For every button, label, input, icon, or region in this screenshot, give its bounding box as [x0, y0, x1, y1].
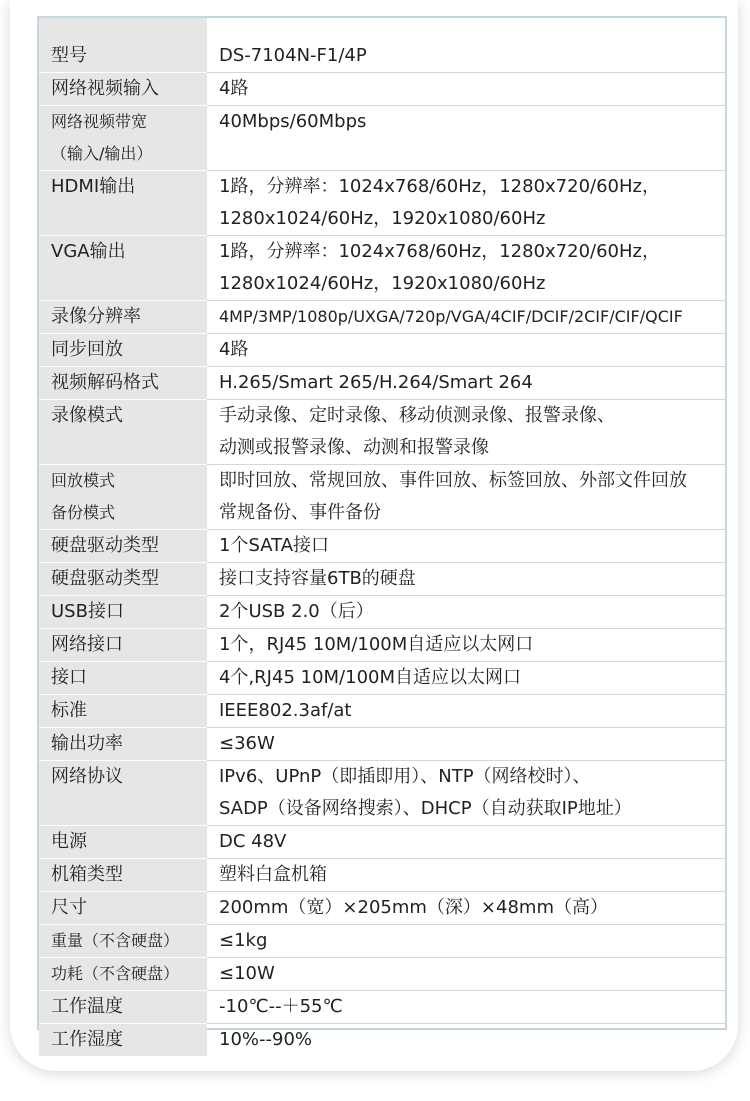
spec-label: 录像分辨率 [39, 301, 207, 334]
spec-value [207, 859, 725, 892]
spec-row [39, 563, 725, 596]
spec-value-line: 4路 [219, 78, 249, 99]
spec-value-line: 手动录像、定时录像、移动侦测录像、报警录像、 [219, 405, 615, 426]
spec-row [39, 334, 725, 367]
spec-value-line: DS-7104N-F1/4P [219, 45, 367, 66]
spec-label: 电源 [39, 826, 207, 859]
spec-row [39, 662, 725, 695]
spec-row [39, 761, 725, 826]
spec-label: 标准 [39, 695, 207, 728]
spec-label: 同步回放 [39, 334, 207, 367]
spec-row [39, 465, 725, 530]
spec-value [207, 761, 725, 826]
spec-value-line: 1280x1024/60Hz，1920x1080/60Hz [219, 208, 546, 229]
spec-row [39, 73, 725, 106]
spec-value [207, 563, 725, 596]
spec-label: 网络接口 [39, 629, 207, 662]
spec-value-line: 塑料白盒机箱 [219, 864, 327, 885]
spec-value-line: ≤10W [219, 963, 275, 984]
spec-label: 硬盘驱动类型 [39, 563, 207, 596]
spec-label: 录像模式 [39, 400, 207, 465]
spec-value-line: 动测或报警录像、动测和报警录像 [219, 437, 489, 458]
spec-value [207, 367, 725, 400]
spec-row [39, 596, 725, 629]
spec-table-body [39, 18, 725, 1056]
spec-label: 功耗（不含硬盘） [39, 958, 207, 991]
spec-value-line: 200mm（宽）×205mm（深）×48mm（高） [219, 897, 608, 918]
spec-value-line: 4MP/3MP/1080p/UXGA/720p/VGA/4CIF/DCIF/2CIF/CIF/QCIF [219, 307, 683, 326]
spec-value-line: 1路，分辨率：1024x768/60Hz，1280x720/60Hz， [219, 241, 660, 262]
spec-label: USB接口 [39, 596, 207, 629]
spec-row [39, 400, 725, 465]
spec-value-line: IPv6、UPnP（即插即用）、NTP（网络校时）、 [219, 766, 591, 787]
spec-value-line: 1个，RJ45 10M/100M自适应以太网口 [219, 634, 534, 655]
spec-value-line: 4个,RJ45 10M/100M自适应以太网口 [219, 667, 522, 688]
spec-label: 工作温度 [39, 991, 207, 1024]
spec-value [207, 400, 725, 465]
spec-label: 型号 [39, 18, 207, 73]
spec-value [207, 171, 725, 236]
spec-row [39, 892, 725, 925]
spec-label: VGA输出 [39, 236, 207, 301]
spec-value [207, 991, 725, 1024]
spec-row [39, 925, 725, 958]
spec-value [207, 465, 725, 530]
spec-value [207, 892, 725, 925]
spec-table [39, 18, 725, 1056]
spec-value [207, 596, 725, 629]
spec-row [39, 826, 725, 859]
spec-row [39, 236, 725, 301]
spec-value [207, 334, 725, 367]
spec-row [39, 530, 725, 563]
spec-value-line: DC 48V [219, 831, 287, 852]
spec-row [39, 958, 725, 991]
spec-value [207, 826, 725, 859]
spec-label: 回放模式 备份模式 [39, 465, 207, 530]
spec-value-line: 即时回放、常规回放、事件回放、标签回放、外部文件回放 [219, 470, 687, 491]
spec-value-line: -10℃--＋55℃ [219, 996, 343, 1017]
spec-label: 网络视频带宽 （输入/输出） [39, 106, 207, 171]
spec-value-line: 1280x1024/60Hz，1920x1080/60Hz [219, 273, 546, 294]
spec-card [10, 0, 738, 1071]
spec-row [39, 301, 725, 334]
spec-value-line: 1个SATA接口 [219, 535, 330, 556]
spec-row [39, 367, 725, 400]
spec-label: 接口 [39, 662, 207, 695]
spec-label: 网络视频输入 [39, 73, 207, 106]
spec-value-line: ≤36W [219, 733, 275, 754]
spec-row [39, 629, 725, 662]
spec-row [39, 991, 725, 1024]
spec-row [39, 728, 725, 761]
spec-value-line: 接口支持容量6TB的硬盘 [219, 568, 416, 589]
spec-value-line: ≤1kg [219, 930, 268, 951]
spec-label: 重量（不含硬盘） [39, 925, 207, 958]
spec-row [39, 1024, 725, 1057]
spec-value-line: 常规备份、事件备份 [219, 502, 381, 523]
spec-label: HDMI输出 [39, 171, 207, 236]
spec-label: 输出功率 [39, 728, 207, 761]
spec-row [39, 106, 725, 171]
spec-row [39, 171, 725, 236]
spec-value-line: 1路，分辨率：1024x768/60Hz，1280x720/60Hz， [219, 176, 660, 197]
spec-value-line: 4路 [219, 339, 249, 360]
spec-label: 硬盘驱动类型 [39, 530, 207, 563]
spec-value [207, 1024, 725, 1057]
spec-value [207, 728, 725, 761]
spec-value [207, 530, 725, 563]
spec-row [39, 18, 725, 73]
spec-label: 机箱类型 [39, 859, 207, 892]
spec-value-line: 40Mbps/60Mbps [219, 111, 367, 132]
spec-value [207, 18, 725, 73]
spec-label: 尺寸 [39, 892, 207, 925]
spec-row [39, 859, 725, 892]
spec-value [207, 236, 725, 301]
spec-value [207, 958, 725, 991]
spec-label: 网络协议 [39, 761, 207, 826]
spec-value [207, 301, 725, 334]
spec-value [207, 73, 725, 106]
spec-value [207, 695, 725, 728]
spec-value-line: 2个USB 2.0（后） [219, 601, 374, 622]
spec-value-line: 10%--90% [219, 1029, 313, 1050]
spec-value-line: SADP（设备网络搜索）、DHCP（自动获取IP地址） [219, 798, 632, 819]
spec-table-frame [37, 16, 727, 1050]
spec-value [207, 925, 725, 958]
spec-value-line: IEEE802.3af/at [219, 700, 352, 721]
spec-value [207, 106, 725, 171]
spec-value-line: H.265/Smart 265/H.264/Smart 264 [219, 372, 533, 393]
spec-value [207, 629, 725, 662]
spec-label: 工作湿度 [39, 1024, 207, 1057]
spec-label: 视频解码格式 [39, 367, 207, 400]
spec-value [207, 662, 725, 695]
spec-row [39, 695, 725, 728]
